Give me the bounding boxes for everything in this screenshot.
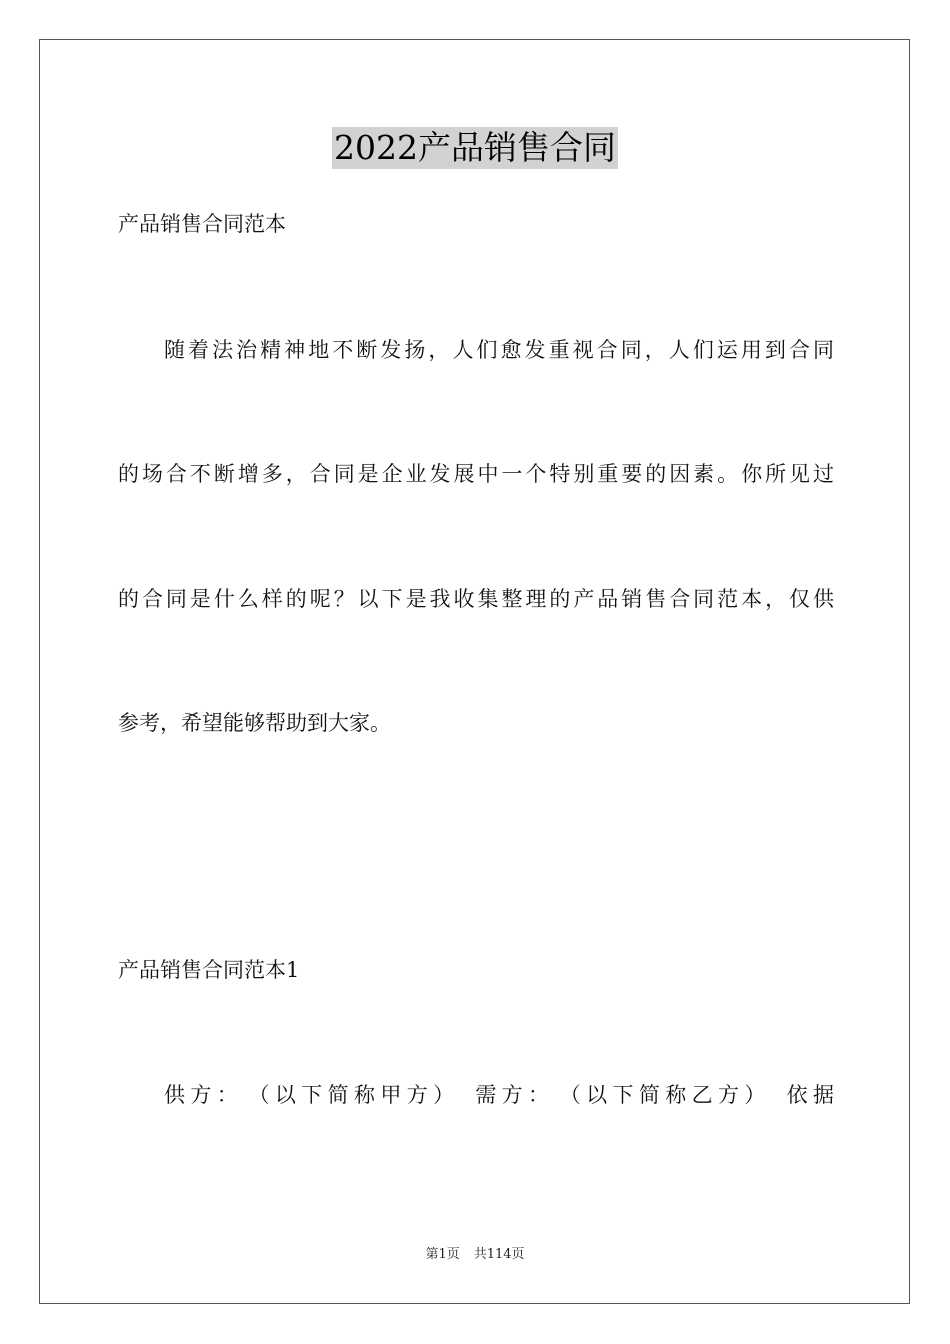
intro-line-2: 的场合不断增多，合同是企业发展中一个特别重要的因素。你所见过 (118, 462, 834, 486)
section-heading: 产品销售合同范本1 (118, 958, 300, 982)
page-footer (0, 1246, 950, 1264)
page-total: 共114页 (473, 1247, 525, 1262)
document-title: 2022产品销售合同 (334, 128, 616, 167)
intro-line-1: 随着法治精神地不断发扬，人们愈发重视合同，人们运用到合同 (164, 338, 834, 362)
intro-line-4: 参考，希望能够帮助到大家。 (118, 711, 391, 735)
title-container (0, 127, 950, 169)
intro-line-3: 的合同是什么样的呢？以下是我收集整理的产品销售合同范本，仅供 (118, 587, 834, 611)
page-number: 第1页 (425, 1247, 460, 1262)
document-subtitle: 产品销售合同范本 (118, 212, 286, 236)
contract-parties-line: 供方： （以下简称甲方） 需方： （以下简称乙方） 依据 (164, 1083, 834, 1107)
